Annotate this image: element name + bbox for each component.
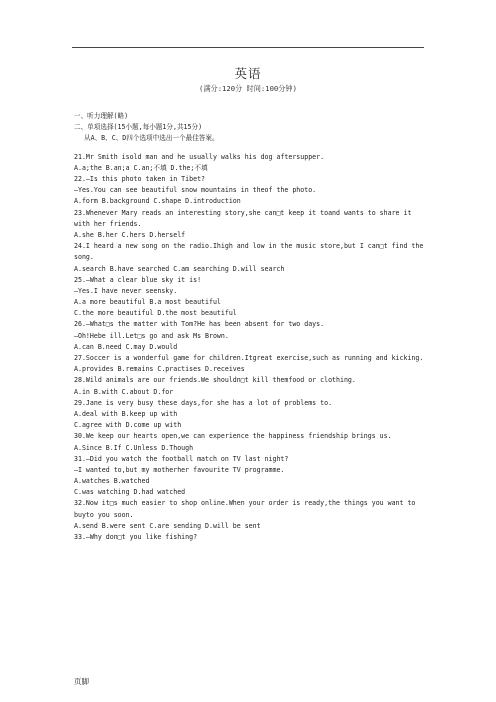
- answer-options: A.Since B.If C.Unless D.Though: [74, 443, 194, 452]
- header-rule: [72, 47, 424, 48]
- section-heading: 一、听力理解(略): [74, 112, 129, 120]
- document-body: [74, 111, 426, 543]
- question-text: 27.Soccer is a wonderful game for children.Itgreat exercise,such as running and kicking.: [74, 354, 424, 362]
- question-text: 28.Wild animals are our friends.We shouldn□t kill themfood or clothing.: [74, 376, 356, 385]
- question-text: 31.—Did you watch the football match on TV last night?: [74, 454, 289, 463]
- question-text: 21.Mr Smith isold man and he usually walks his dog aftersupper.: [74, 152, 325, 161]
- answer-options: A.provides B.remains C.practises D.receives: [74, 365, 245, 374]
- question-text: 29.Jane is very busy these days,for she has a lot of problems to.: [74, 398, 333, 407]
- section-heading: 二、单项选择(15小题,每小题1分,共15分): [74, 123, 203, 132]
- answer-options: A.can B.need C.may D.would: [74, 342, 178, 351]
- page-footer: 页脚: [74, 677, 89, 686]
- question-text: —Oh!Hebe ill.Let□s go and ask Ms Brown.: [74, 331, 229, 340]
- question-text: —I wanted to,but my motherher favourite TV programme.: [74, 465, 285, 474]
- question-text: 33.—Why don□t you like fishing?: [74, 533, 198, 542]
- answer-options: C.the more beautiful D.the most beautiful: [74, 309, 237, 318]
- page-title: 英语: [234, 66, 262, 81]
- question-text: 26.—What□s the matter with Tom?He has been absent for two days.: [74, 320, 325, 329]
- question-text: —Yes.I have never seensky.: [74, 286, 178, 295]
- answer-options: A.watches B.watched: [74, 477, 150, 486]
- answer-options: A.search B.have searched C.am searching D.will search: [74, 264, 285, 273]
- question-text: 22.—Is this photo taken in Tibet?: [74, 174, 206, 183]
- answer-options: A.a;the B.an;a C.an;不填 D.the;不填: [74, 163, 208, 172]
- answer-options: A.in B.with C.about D.for: [74, 387, 174, 396]
- answer-options: A.she B.her C.hers D.herself: [74, 230, 186, 239]
- question-text: 24.I heard a new song on the radio.Ihigh and low in the music store,but I can□t find the song.: [74, 242, 424, 262]
- question-text: 30.We keep our hearts open,we can experience the happiness friendship brings us.: [74, 432, 392, 441]
- answer-options: C.was watching D.had watched: [74, 488, 186, 497]
- question-text: 32.Now it□s much easier to shop online.When your order is ready,the things you want to buyto you soon.: [74, 499, 416, 519]
- answer-options: A.send B.were sent C.are sending D.will be sent: [74, 521, 261, 530]
- exam-info: (满分:120分 时间:100分钟): [199, 84, 297, 93]
- question-text: 23.Whenever Mary reads an interesting story,she can□t keep it toand wants to share it with her friends.: [74, 208, 412, 228]
- answer-options: C.agree with D.come up with: [74, 421, 182, 430]
- answer-options: A.a more beautiful B.a most beautiful: [74, 298, 221, 307]
- question-text: 25.—What a clear blue sky it is!: [74, 275, 202, 284]
- question-text: —Yes.You can see beautiful snow mountains in theof the photo.: [74, 186, 317, 195]
- answer-options: A.deal with B.keep up with: [74, 409, 178, 418]
- section-instruction: 从A、B、C、D四个选项中选出一个最佳答案。: [84, 134, 219, 143]
- answer-options: A.form B.background C.shape D.introduction: [74, 197, 241, 206]
